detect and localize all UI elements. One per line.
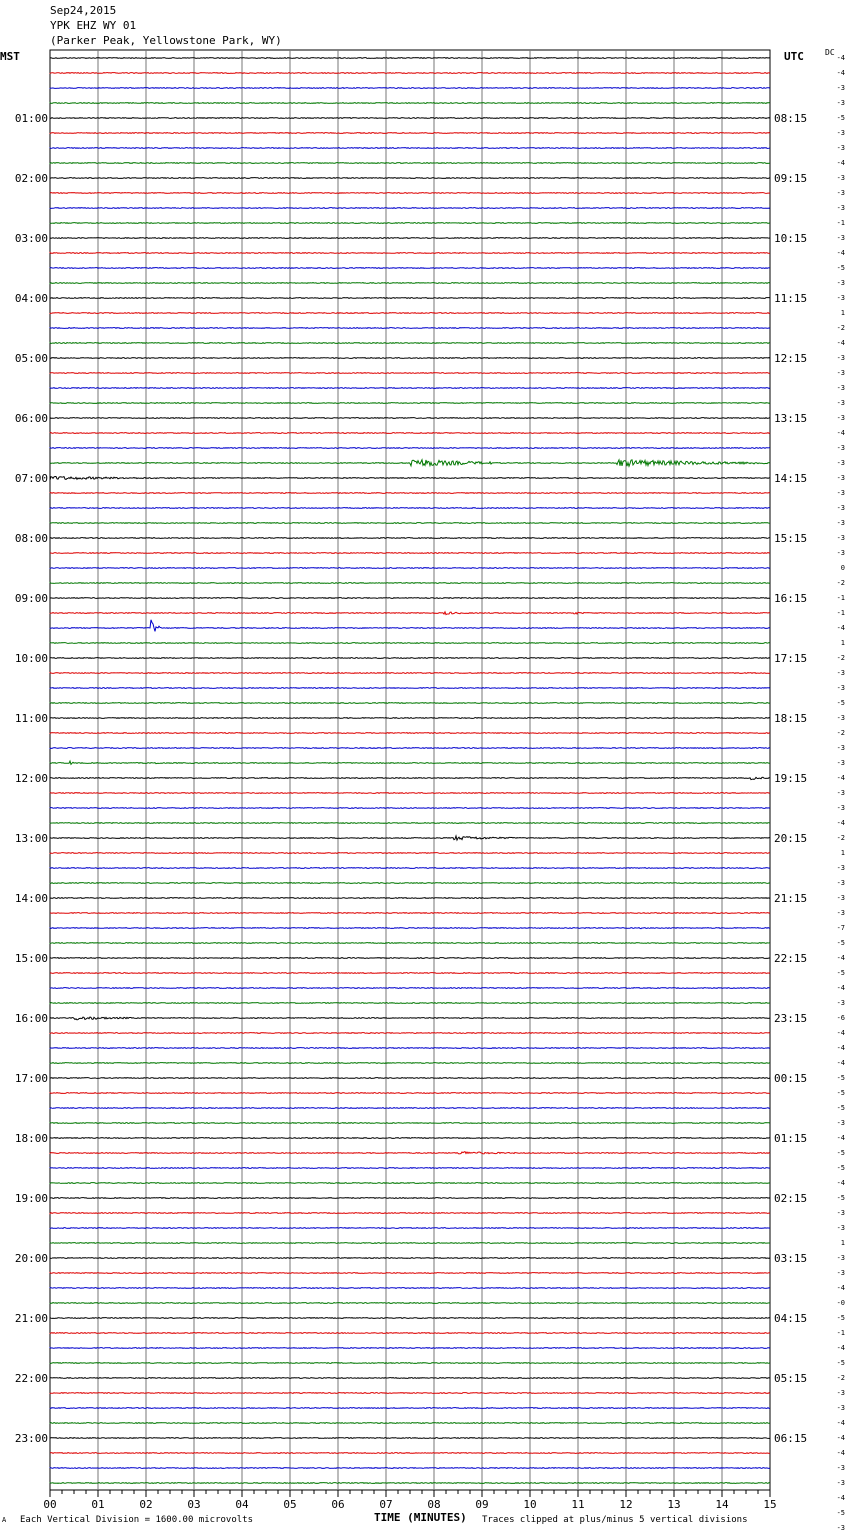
- dc-offset-label: -3: [836, 174, 845, 182]
- dc-offset-label: -4: [836, 1344, 845, 1352]
- dc-offset-label: -5: [836, 114, 845, 122]
- right-hour-label: 02:15: [774, 1192, 808, 1205]
- trace-row: [50, 418, 770, 419]
- dc-offset-label: -3: [836, 129, 845, 137]
- trace-row: [50, 868, 770, 869]
- dc-offset-label: -3: [836, 489, 845, 497]
- left-hour-label: 03:00: [14, 232, 48, 245]
- dc-offset-label: -2: [836, 729, 845, 737]
- x-tick-label: 13: [667, 1498, 681, 1511]
- dc-offset-label: -3: [836, 234, 845, 242]
- trace-row: [50, 568, 770, 569]
- dc-offset-label: -3: [836, 1479, 845, 1487]
- left-hour-label: 22:00: [14, 1372, 48, 1385]
- trace-row: [50, 1108, 770, 1109]
- trace-row: [50, 328, 770, 329]
- trace-row: [50, 73, 770, 74]
- trace-row: [50, 493, 770, 494]
- corner-mark: A: [2, 1516, 7, 1524]
- trace-row: [50, 553, 770, 554]
- trace-row: [50, 1017, 770, 1020]
- trace-row: [50, 793, 770, 794]
- trace-row: [50, 118, 770, 119]
- left-hour-label: 15:00: [14, 952, 48, 965]
- dc-offset-label: -3: [836, 759, 845, 767]
- dc-offset-label: -2: [836, 654, 845, 662]
- right-hour-label: 12:15: [774, 352, 808, 365]
- trace-row: [50, 208, 770, 209]
- trace-row: [50, 748, 770, 749]
- trace-row: [50, 658, 770, 659]
- trace-row: [50, 1318, 770, 1319]
- left-hour-label: 04:00: [14, 292, 48, 305]
- dc-offset-label: -4: [836, 69, 845, 77]
- x-tick-label: 06: [331, 1498, 345, 1511]
- dc-offset-label: -4: [836, 429, 845, 437]
- dc-offset-label: -3: [836, 1119, 845, 1127]
- dc-offset-label: -4: [836, 159, 845, 167]
- trace-row: [50, 178, 770, 179]
- right-hour-label: 22:15: [774, 952, 808, 965]
- x-tick-label: 15: [763, 1498, 777, 1511]
- dc-offset-label: -3: [836, 1524, 845, 1532]
- trace-row: [50, 583, 770, 584]
- trace-row: [50, 58, 770, 59]
- trace-row: [50, 836, 770, 840]
- trace-row: [50, 1288, 770, 1289]
- dc-offset-label: -3: [836, 744, 845, 752]
- dc-offset-label: -3: [836, 474, 845, 482]
- trace-row: [50, 688, 770, 689]
- dc-offset-label: -4: [836, 1134, 845, 1142]
- dc-offset-label: -3: [836, 714, 845, 722]
- dc-offset-label: -3: [836, 1404, 845, 1412]
- trace-row: [50, 703, 770, 704]
- dc-offset-label: -3: [836, 909, 845, 917]
- left-hour-label: 08:00: [14, 532, 48, 545]
- dc-offset-label: -3: [836, 864, 845, 872]
- dc-offset-label: -3: [836, 204, 845, 212]
- trace-row: [50, 133, 770, 134]
- dc-offset-label: -3: [836, 519, 845, 527]
- left-hour-label: 21:00: [14, 1312, 48, 1325]
- dc-offset-label: -4: [836, 984, 845, 992]
- right-hour-label: 06:15: [774, 1432, 808, 1445]
- trace-row: [50, 313, 770, 314]
- trace-row: [50, 373, 770, 374]
- left-hour-label: 14:00: [14, 892, 48, 905]
- trace-row: [50, 928, 770, 929]
- trace-row: [50, 103, 770, 104]
- trace-row: [50, 853, 770, 854]
- dc-offset-label: -5: [836, 1149, 845, 1157]
- left-zone-label: MST: [0, 50, 20, 63]
- dc-offset-label: -4: [836, 1284, 845, 1292]
- left-hour-label: 23:00: [14, 1432, 48, 1445]
- dc-offset-label: -3: [836, 414, 845, 422]
- trace-row: [50, 148, 770, 149]
- dc-offset-label: -3: [836, 549, 845, 557]
- x-tick-label: 14: [715, 1498, 729, 1511]
- scale-note: Each Vertical Division = 1600.00 microvolts: [20, 1515, 253, 1525]
- dc-offset-label: -4: [836, 624, 845, 632]
- trace-row: [50, 1408, 770, 1409]
- left-hour-label: 16:00: [14, 1012, 48, 1025]
- left-hour-label: 06:00: [14, 412, 48, 425]
- x-tick-label: 07: [379, 1498, 393, 1511]
- right-hour-label: 09:15: [774, 172, 808, 185]
- dc-offset-label: -3: [836, 189, 845, 197]
- dc-offset-label: -3: [836, 1254, 845, 1262]
- trace-row: [50, 643, 770, 644]
- dc-offset-label: -3: [836, 144, 845, 152]
- trace-row: [50, 823, 770, 824]
- trace-row: [50, 777, 770, 779]
- dc-offset-label: -4: [836, 774, 845, 782]
- left-hour-label: 02:00: [14, 172, 48, 185]
- x-tick-label: 12: [619, 1498, 633, 1511]
- x-axis-title: TIME (MINUTES): [374, 1511, 467, 1524]
- trace-row: [50, 1363, 770, 1364]
- trace-row: [50, 761, 770, 764]
- x-tick-label: 02: [139, 1498, 153, 1511]
- dc-offset-label: -3: [836, 879, 845, 887]
- dc-offset-label: -4: [836, 1494, 845, 1502]
- header-date: Sep24,2015: [50, 4, 117, 17]
- dc-offset-label: -3: [836, 1389, 845, 1397]
- trace-row: [50, 1033, 770, 1034]
- dc-offset-label: -3: [836, 399, 845, 407]
- x-tick-label: 10: [523, 1498, 537, 1511]
- dc-offset-label: -5: [836, 1314, 845, 1322]
- dc-offset-label: -4: [836, 1449, 845, 1457]
- dc-offset-label: -3: [836, 459, 845, 467]
- trace-row: [50, 1333, 770, 1334]
- right-hour-label: 10:15: [774, 232, 808, 245]
- trace-row: [50, 403, 770, 404]
- trace-row: [50, 448, 770, 449]
- dc-offset-label: -4: [836, 819, 845, 827]
- dc-offset-label: -4: [836, 249, 845, 257]
- left-hour-label: 11:00: [14, 712, 48, 725]
- trace-row: [50, 163, 770, 164]
- dc-offset-label: -3: [836, 1209, 845, 1217]
- dc-offset-label: -0: [836, 1299, 845, 1307]
- dc-offset-label: -1: [836, 609, 845, 617]
- right-hour-label: 03:15: [774, 1252, 808, 1265]
- trace-row: [50, 1423, 770, 1424]
- dc-offset-label: 1: [840, 849, 845, 857]
- dc-offset-label: -3: [836, 684, 845, 692]
- dc-offset-label: -3: [836, 504, 845, 512]
- trace-row: [50, 1063, 770, 1064]
- trace-row: [50, 460, 770, 467]
- dc-offset-label: -4: [836, 1179, 845, 1187]
- trace-row: [50, 1003, 770, 1004]
- dc-offset-label: -4: [836, 339, 845, 347]
- trace-row: [50, 1078, 770, 1079]
- dc-offset-label: -3: [836, 1224, 845, 1232]
- header-location: (Parker Peak, Yellowstone Park, WY): [50, 34, 282, 47]
- left-hour-label: 07:00: [14, 472, 48, 485]
- trace-row: [50, 268, 770, 269]
- right-hour-label: 14:15: [774, 472, 808, 485]
- left-hour-label: 10:00: [14, 652, 48, 665]
- dc-offset-label: 1: [840, 1239, 845, 1247]
- left-hour-label: 13:00: [14, 832, 48, 845]
- dc-offset-label: -4: [836, 1059, 845, 1067]
- dc-offset-label: -2: [836, 1374, 845, 1382]
- right-hour-label: 05:15: [774, 1372, 808, 1385]
- right-hour-label: 17:15: [774, 652, 808, 665]
- trace-row: [50, 898, 770, 899]
- right-hour-label: 18:15: [774, 712, 808, 725]
- dc-offset-label: -1: [836, 1329, 845, 1337]
- left-hour-label: 12:00: [14, 772, 48, 785]
- dc-offset-label: -5: [836, 969, 845, 977]
- dc-offset-label: -5: [836, 1359, 845, 1367]
- trace-row: [50, 253, 770, 254]
- trace-row: [50, 1198, 770, 1199]
- trace-row: [50, 1228, 770, 1229]
- trace-row: [50, 238, 770, 239]
- left-hour-label: 09:00: [14, 592, 48, 605]
- right-hour-label: 16:15: [774, 592, 808, 605]
- dc-offset-label: 1: [840, 639, 845, 647]
- trace-row: [50, 88, 770, 89]
- dc-offset-label: -5: [836, 1089, 845, 1097]
- dc-offset-label: -3: [836, 99, 845, 107]
- dc-offset-label: -5: [836, 1104, 845, 1112]
- trace-row: [50, 1378, 770, 1379]
- dc-offset-label: -5: [836, 1074, 845, 1082]
- left-hour-label: 18:00: [14, 1132, 48, 1145]
- dc-offset-label: -4: [836, 1029, 845, 1037]
- trace-row: [50, 1303, 770, 1304]
- x-tick-label: 08: [427, 1498, 441, 1511]
- dc-offset-label: -3: [836, 294, 845, 302]
- x-tick-label: 11: [571, 1498, 585, 1511]
- right-hour-label: 19:15: [774, 772, 808, 785]
- left-hour-label: 20:00: [14, 1252, 48, 1265]
- trace-row: [50, 193, 770, 194]
- right-hour-label: 21:15: [774, 892, 808, 905]
- dc-offset-label: -4: [836, 1419, 845, 1427]
- x-tick-label: 05: [283, 1498, 297, 1511]
- trace-row: [50, 538, 770, 539]
- trace-row: [50, 1152, 770, 1154]
- trace-row: [50, 612, 770, 615]
- trace-row: [50, 1138, 770, 1139]
- dc-offset-label: -4: [836, 1044, 845, 1052]
- dc-offset-label: -3: [836, 1464, 845, 1472]
- dc-offset-label: -3: [836, 444, 845, 452]
- trace-row: [50, 718, 770, 719]
- left-hour-label: 05:00: [14, 352, 48, 365]
- dc-offset-label: -3: [836, 1269, 845, 1277]
- trace-row: [50, 477, 770, 481]
- trace-row: [50, 388, 770, 389]
- x-tick-label: 00: [43, 1498, 57, 1511]
- trace-row: [50, 1093, 770, 1094]
- trace-row: [50, 1273, 770, 1274]
- dc-offset-label: -2: [836, 324, 845, 332]
- trace-row: [50, 298, 770, 299]
- trace-row: [50, 1468, 770, 1469]
- right-hour-label: 11:15: [774, 292, 808, 305]
- right-hour-label: 15:15: [774, 532, 808, 545]
- dc-offset-label: -5: [836, 939, 845, 947]
- trace-row: [50, 598, 770, 599]
- dc-offset-label: -1: [836, 594, 845, 602]
- right-hour-label: 13:15: [774, 412, 808, 425]
- trace-row: [50, 673, 770, 674]
- dc-offset-label: -3: [836, 669, 845, 677]
- trace-row: [50, 433, 770, 434]
- trace-row: [50, 1438, 770, 1439]
- dc-label: DC: [825, 48, 835, 57]
- dc-offset-label: -5: [836, 1509, 845, 1517]
- dc-offset-label: -4: [836, 54, 845, 62]
- trace-row: [50, 1123, 770, 1124]
- dc-offset-label: -4: [836, 954, 845, 962]
- right-hour-label: 08:15: [774, 112, 808, 125]
- clip-note: Traces clipped at plus/minus 5 vertical divisions: [482, 1515, 748, 1525]
- dc-offset-label: -5: [836, 1164, 845, 1172]
- trace-row: [50, 1258, 770, 1259]
- header-station: YPK EHZ WY 01: [50, 19, 137, 32]
- plot-frame: [50, 50, 770, 1490]
- right-hour-label: 23:15: [774, 1012, 808, 1025]
- trace-row: [50, 1213, 770, 1214]
- dc-offset-label: -3: [836, 999, 845, 1007]
- dc-offset-label: 0: [840, 564, 845, 572]
- dc-offset-label: -5: [836, 1194, 845, 1202]
- trace-row: [50, 1183, 770, 1184]
- trace-row: [50, 523, 770, 524]
- trace-row: [50, 1243, 770, 1244]
- trace-row: [50, 808, 770, 809]
- right-hour-label: 20:15: [774, 832, 808, 845]
- dc-offset-label: -3: [836, 354, 845, 362]
- dc-offset-label: -2: [836, 579, 845, 587]
- trace-row: [50, 1453, 770, 1454]
- dc-offset-label: -3: [836, 894, 845, 902]
- right-hour-label: 00:15: [774, 1072, 808, 1085]
- dc-offset-label: -6: [836, 1014, 845, 1022]
- x-tick-label: 09: [475, 1498, 489, 1511]
- dc-offset-label: 1: [840, 309, 845, 317]
- dc-offset-label: -5: [836, 699, 845, 707]
- trace-row: [50, 943, 770, 944]
- trace-row: [50, 283, 770, 284]
- trace-row: [50, 1393, 770, 1394]
- dc-offset-label: -1: [836, 219, 845, 227]
- left-hour-label: 01:00: [14, 112, 48, 125]
- dc-offset-label: -4: [836, 1434, 845, 1442]
- trace-row: [50, 1483, 770, 1484]
- trace-row: [50, 988, 770, 989]
- trace-row: [50, 620, 770, 632]
- dc-offset-label: -3: [836, 84, 845, 92]
- trace-row: [50, 958, 770, 959]
- dc-offset-label: -7: [836, 924, 845, 932]
- x-tick-label: 04: [235, 1498, 249, 1511]
- trace-row: [50, 358, 770, 359]
- trace-row: [50, 223, 770, 224]
- dc-offset-label: -3: [836, 384, 845, 392]
- dc-offset-label: -3: [836, 369, 845, 377]
- dc-offset-label: -3: [836, 789, 845, 797]
- right-hour-label: 01:15: [774, 1132, 808, 1145]
- trace-row: [50, 1168, 770, 1169]
- left-hour-label: 19:00: [14, 1192, 48, 1205]
- trace-row: [50, 1048, 770, 1049]
- trace-row: [50, 343, 770, 344]
- dc-offset-label: -3: [836, 279, 845, 287]
- x-tick-label: 03: [187, 1498, 201, 1511]
- x-tick-label: 01: [91, 1498, 105, 1511]
- trace-row: [50, 883, 770, 884]
- dc-offset-label: -3: [836, 804, 845, 812]
- trace-row: [50, 913, 770, 914]
- left-hour-label: 17:00: [14, 1072, 48, 1085]
- dc-offset-label: -5: [836, 264, 845, 272]
- right-zone-label: UTC: [784, 50, 804, 63]
- trace-row: [50, 1348, 770, 1349]
- trace-row: [50, 508, 770, 509]
- trace-row: [50, 733, 770, 734]
- right-hour-label: 04:15: [774, 1312, 808, 1325]
- dc-offset-label: -3: [836, 534, 845, 542]
- dc-offset-label: -2: [836, 834, 845, 842]
- trace-row: [50, 973, 770, 974]
